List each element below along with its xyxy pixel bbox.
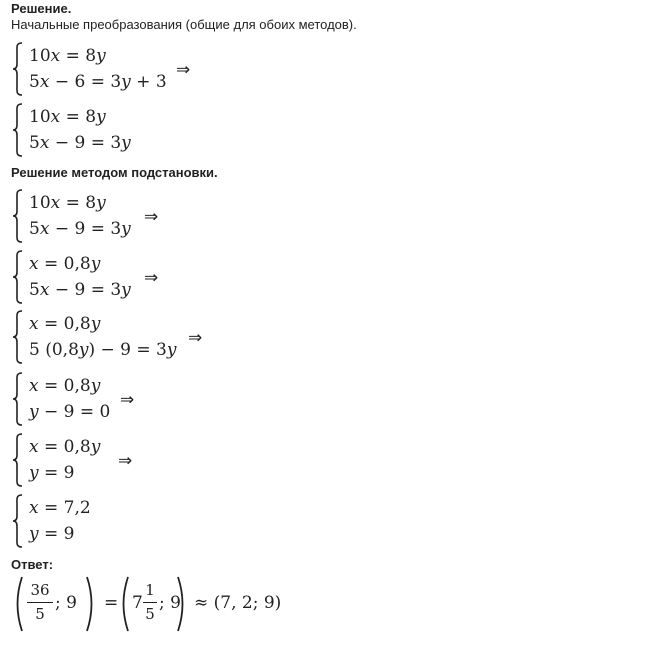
equation-line-1: x = 0,8y xyxy=(29,314,101,334)
equation-line-1: x = 7,2 xyxy=(29,498,91,518)
solution-heading: Решение. xyxy=(11,1,72,16)
implies-arrow: ⇒ xyxy=(118,451,133,471)
implies-arrow: ⇒ xyxy=(188,328,203,348)
equation-line-2: 5x − 9 = 3y xyxy=(29,133,131,153)
equation-line-1: x = 0,8y xyxy=(29,376,101,396)
fraction-denominator: 5 xyxy=(145,605,155,623)
mixed-whole-part: 7 xyxy=(132,593,143,613)
equation-line-2: 5 (0,8y) − 9 = 3y xyxy=(29,340,177,360)
right-paren-icon xyxy=(85,576,97,632)
left-brace-icon xyxy=(12,189,24,243)
intro-text: Начальные преобразования (общие для обоих методов). xyxy=(11,17,357,32)
answer-separator: ; 9 xyxy=(55,593,77,613)
equation-line-2: 5x − 9 = 3y xyxy=(29,219,131,239)
left-brace-icon xyxy=(12,103,24,157)
left-brace-icon xyxy=(12,250,24,304)
answer-heading: Ответ: xyxy=(11,557,54,572)
equation-line-2: 5x − 9 = 3y xyxy=(29,280,131,300)
left-brace-icon xyxy=(12,310,24,364)
left-brace-icon xyxy=(12,433,24,487)
fraction-numerator: 1 xyxy=(145,581,155,599)
right-paren-icon xyxy=(176,576,188,632)
approx-result: ≈ (7, 2; 9) xyxy=(194,593,282,613)
equation-line-2: y − 9 = 0 xyxy=(29,402,111,422)
left-paren-icon xyxy=(12,576,24,632)
equals-sign: = xyxy=(104,593,119,613)
equation-line-2: y = 9 xyxy=(29,524,75,544)
fraction-denominator: 5 xyxy=(35,605,45,623)
fraction xyxy=(27,581,53,625)
implies-arrow: ⇒ xyxy=(144,268,159,288)
equation-line-2: 5x − 6 = 3y + 3 xyxy=(29,72,167,92)
left-brace-icon xyxy=(12,494,24,548)
left-brace-icon xyxy=(12,372,24,426)
answer-separator: ; 9 xyxy=(159,593,181,613)
equation-line-1: 10x = 8y xyxy=(29,46,106,66)
fraction-numerator: 36 xyxy=(30,581,50,599)
implies-arrow: ⇒ xyxy=(144,207,159,227)
method-heading: Решение методом подстановки. xyxy=(11,165,218,180)
equation-line-1: x = 0,8y xyxy=(29,254,101,274)
left-brace-icon xyxy=(12,42,24,96)
equation-line-1: 10x = 8y xyxy=(29,107,106,127)
equation-line-1: x = 0,8y xyxy=(29,437,101,457)
equation-line-2: y = 9 xyxy=(29,463,75,483)
equation-line-1: 10x = 8y xyxy=(29,193,106,213)
implies-arrow: ⇒ xyxy=(120,390,135,410)
fraction xyxy=(143,581,157,625)
implies-arrow: ⇒ xyxy=(176,60,191,80)
left-paren-icon xyxy=(118,576,130,632)
